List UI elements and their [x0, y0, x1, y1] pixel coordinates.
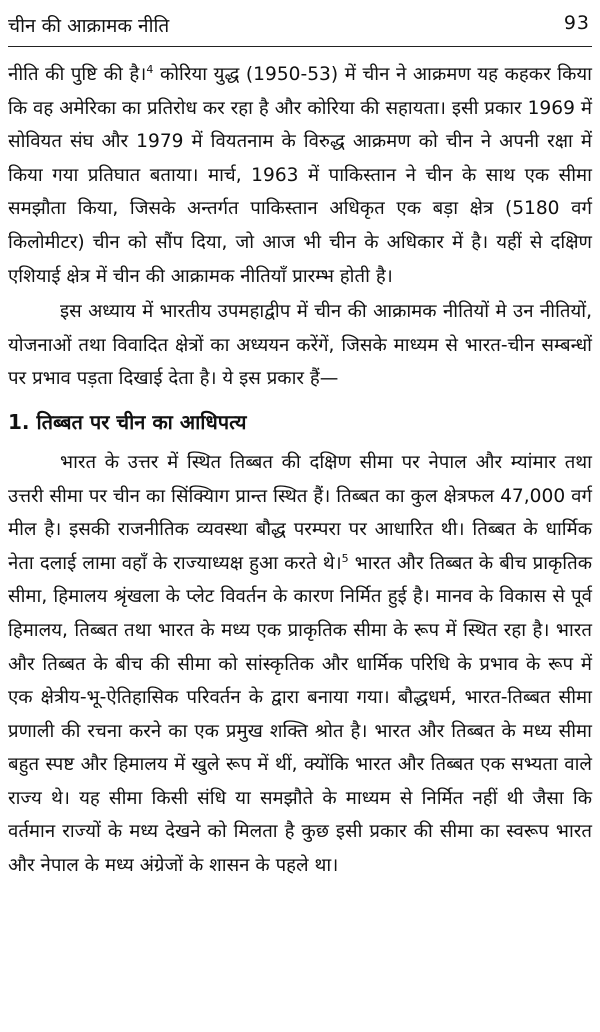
- paragraph-1: [8, 58, 592, 293]
- footnote-ref-4: 4: [146, 62, 154, 76]
- page-number: 93: [563, 12, 590, 34]
- paragraph-1-part-b: कोरिया युद्ध (1950-53) में चीन ने आक्रमण यह कहकर किया कि वह अमेरिका का प्रतिरोध कर रहा है और कोरिया की सहायता। इसी प्रकार 1969 में सोवियत संघ और 1979 में वियतनाम के विरुद्ध आक्रमण को चीन ने अपनी रक्षा में किया गया प्रतिघात बताया। मार्च, 1963 में पाकिस्तान ने चीन के साथ एक सीमा समझौता किया, जिसके अन्तर्गत पाकिस्तान अधिकृत एक बड़ा क्षेत्र (5180 वर्ग किलोमीटर) चीन को सौंप दिया, जो आज भी चीन के अधिकार में है। यहीं से दक्षिण एशियाई क्षेत्र में चीन की आक्रामक नीतियाँ प्रारम्भ होती है।: [8, 64, 592, 287]
- chapter-title: चीन की आक्रामक नीति: [8, 15, 170, 37]
- footnote-ref-5: 5: [341, 551, 349, 565]
- body-text: [8, 58, 592, 883]
- paragraph-3-part-b: भारत और तिब्बत के बीच प्राकृतिक सीमा, हिमालय श्रृंखला के प्लेट विवर्तन के कारण निर्मित हुई है। मानव के विकास से पूर्व हिमालय, तिब्बत तथा भारत के मध्य एक प्राकृतिक सीमा के रूप में स्थित रहा है। भारत और तिब्बत के बीच की सीमा को सांस्कृतिक और धार्मिक परिधि के प्रभाव के रूप में एक क्षेत्रीय-भू-ऐतिहासिक परिवर्तन के द्वारा बनाया गया। बौद्धधर्म, भारत-तिब्बत सीमा प्रणाली की रचना करने का एक प्रमुख शक्ति श्रोत है। भारत और तिब्बत के मध्य सीमा बहुत स्पष्ट और हिमालय में खुले रूप में थीं, क्योंकि भारत और तिब्बत एक सभ्यता वाले राज्य थे। यह सीमा किसी संधि या समझौते के माध्यम से निर्मित नहीं थी जैसा कि वर्तमान राज्यों के मध्य देखने को मिलता है कुछ इसी प्रकार की सीमा का स्वरूप भारत और नेपाल के मध्य अंग्रेजों के शासन के पहले था।: [8, 552, 592, 877]
- paragraph-1-part-a: नीति की पुष्टि की है।: [8, 64, 147, 85]
- section-heading: 1. तिब्बत पर चीन का आधिपत्य: [8, 409, 247, 434]
- paragraph-3-part-a: भारत के उत्तर में स्थित तिब्बत की दक्षिण सीमा पर नेपाल और म्यांमार तथा उत्तरी सीमा पर चीन का सिंक्यािग प्रान्त स्थित हैं। तिब्बत का कुल क्षेत्रफल 47,000 वर्ग मील है। इसकी राजनीतिक व्यवस्था बौद्ध परम्परा पर आधारित थी। तिब्बत के धार्मिक नेता दलाई लामा वहाँ के राज्याध्यक्ष हुआ करते थे।: [8, 451, 592, 574]
- running-header: [8, 10, 592, 47]
- paragraph-2: इस अध्याय में भारतीय उपमहाद्वीप में चीन की आक्रामक नीतियों मे उन नीतियों, योजनाओं तथा विवादित क्षेत्रों का अध्ययन करेंगें, जिसके माध्यम से भारत-चीन सम्बन्धों पर प्रभाव पड़ता दिखाई देता है। ये इस प्रकार हैं—: [8, 301, 592, 390]
- paragraph-3: [8, 446, 592, 883]
